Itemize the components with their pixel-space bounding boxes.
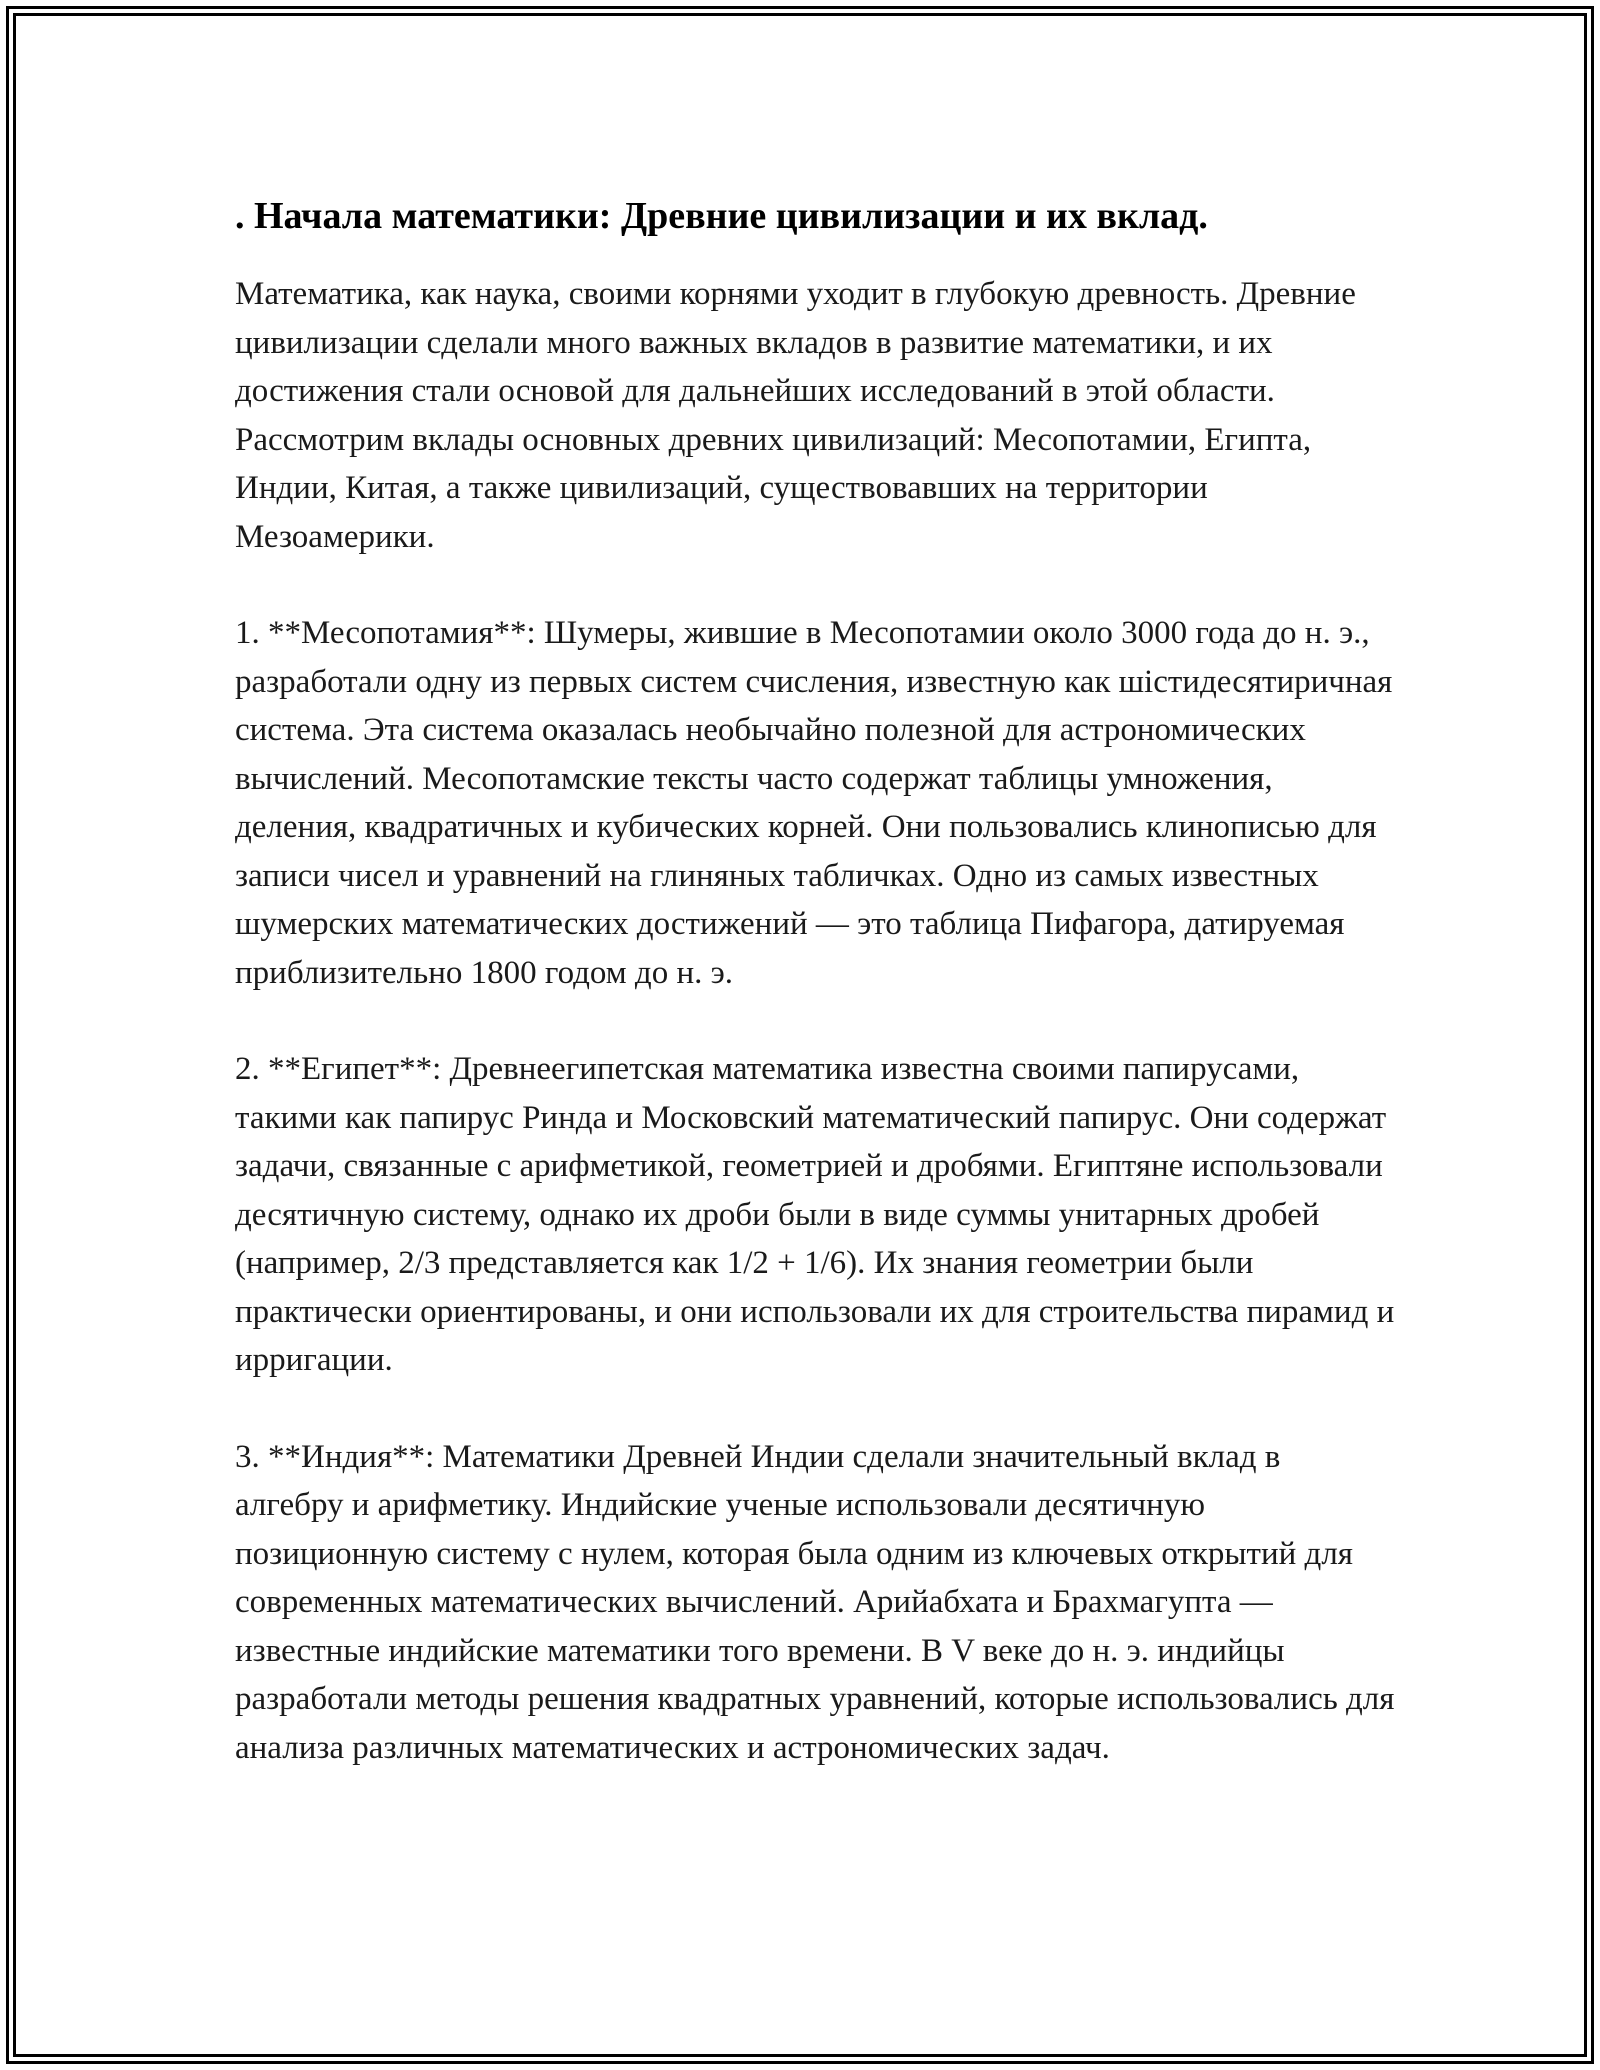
document-body [235, 190, 1395, 1820]
paragraph-intro: Математика, как наука, своими корнями уходит в глубокую древность. Древние цивилизации сделали много важных вкладов в развитие математики, и их достижения стали основой для дальнейших исследований в этой области. Рассмотрим вклады основных древних цивилизаций: Месопотамии, Египта, Индии, Китая, а также цивилизаций, существовавших на территории Мезоамерики. [235, 276, 1356, 555]
paragraph-india: 3. **Индия**: Математики Древней Индии сделали значительный вклад в алгебру и арифметику. Индийские ученые использовали десятичную позиционную систему с нулем, которая была одним из ключевых открытий для современных математических вычислений. Арийабхата и Брахмагупта — известные индийские математики того времени. В V веке до н. э. индийцы разработали методы решения квадратных уравнений, которые использовались для анализа различных математических и астрономических задач. [235, 1438, 1395, 1766]
paragraph-egypt: 2. **Египет**: Древнеегипетская математика известна своими папирусами, такими как папирус Ринда и Московский математический папирус. Они содержат задачи, связанные с арифметикой, геометрией и дробями. Египтяне использовали десятичную систему, однако их дроби были в виде суммы унитарных дробей (например, 2/3 представляется как 1/2 + 1/6). Их знания геометрии были практически ориентированы, и они использовали их для строительства пирамид и ирригации. [235, 1051, 1395, 1378]
paragraph-mesopotamia: 1. **Месопотамия**: Шумеры, жившие в Месопотамии около 3000 года до н. э., разработали одну из первых систем счисления, известную как шістидесятиричная система. Эта система оказалась необычайно полезной для астрономических вычислений. Месопотамские тексты часто содержат таблицы умножения, деления, квадратичных и кубических корней. Они пользовались клинописью для записи чисел и уравнений на глиняных табличках. Одно из самых известных шумерских математических достижений — это таблица Пифагора, датируемая приблизительно 1800 годом до н. э. [235, 615, 1393, 991]
document-title: . Начала математики: Древние цивилизации и их вклад. [235, 195, 1208, 237]
